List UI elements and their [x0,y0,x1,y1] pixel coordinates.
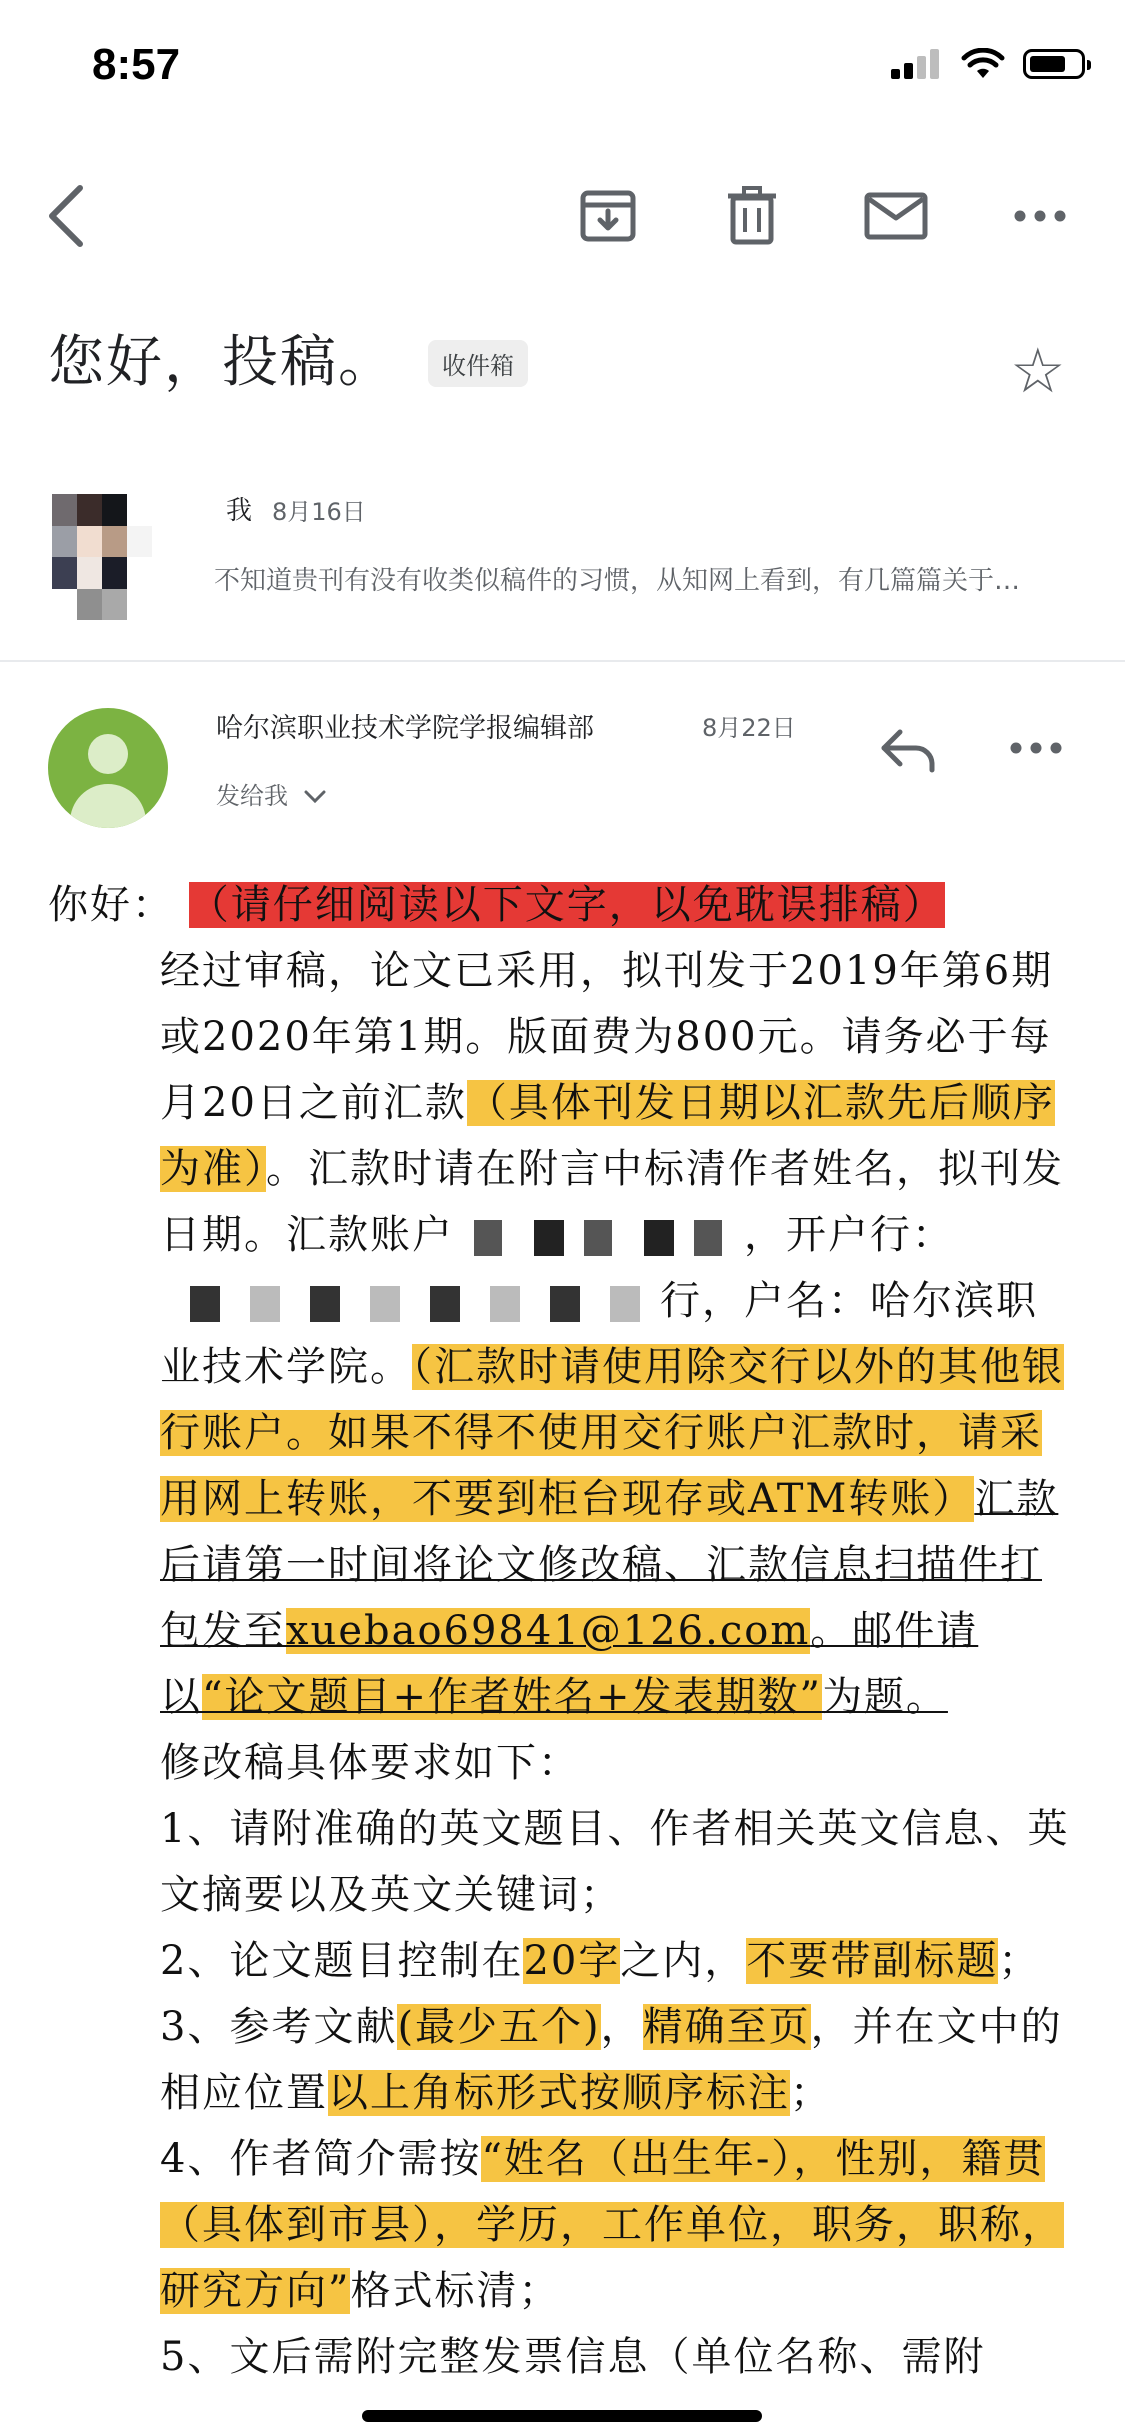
requirement-2 [48,1928,1078,1994]
req4-a: 4、作者简介需按 [160,2136,482,2182]
inbox-label-chip[interactable]: 收件箱 [428,340,528,387]
requirement-4 [48,2126,1078,2324]
cellular-signal-icon [891,49,943,79]
p1-b: 。汇款时请在附言中标清作者姓名，拟刊发日期。汇款账户 [160,1146,1064,1258]
req2-highlight-2: 不要带副标题 [746,1938,999,1984]
requirement-1: 1、请附准确的英文题目、作者相关英文信息、英文摘要以及英文关键词； [160,1806,1070,1918]
more-horizontal-icon [1010,716,1062,780]
sender-name[interactable]: 哈尔滨职业技术学院学报编辑部 [216,713,594,744]
archive-icon [579,187,637,245]
req4-highlight: “姓名（出生年-），性别，籍贯（具体到市县），学历，工作单位，职务，职称，研究方向” [160,2136,1064,2314]
status-time: 8:57 [92,40,181,89]
p1-c: ，开户行： [744,1212,954,1258]
redacted-account [454,1220,744,1256]
reply-button[interactable] [876,718,940,782]
more-horizontal-icon [1014,210,1066,222]
p1-highlight-2: （汇款时请使用除交行以外的其他银行账户。如果不得不使用交行账户汇款时，请采用网上转账，不要到柜台现存或ATM转账） [160,1344,1064,1522]
req3-a: 3、参考文献 [160,2004,398,2050]
reply-icon [876,718,940,782]
p1-highlight-3: “论文题目+作者姓名+发表期数” [202,1674,822,1720]
archive-button[interactable] [572,180,644,252]
req3-c: ，并在文中的相应位置 [160,2004,1063,2116]
req3-highlight-2: 精确至页 [642,2004,811,2050]
req4-b: 格式标清； [350,2268,561,2314]
collapsed-sender[interactable]: 我 [226,496,253,526]
collapsed-date: 8月16日 [272,498,366,526]
email-link[interactable]: xuebao69841@126.com [286,1608,811,1654]
req2-b: 之内， [620,1938,747,1984]
avatar [52,494,152,620]
req2-c: ； [998,1938,1041,1984]
sender-avatar [48,708,168,828]
delete-button[interactable] [716,180,788,252]
req3-d: ； [790,2070,832,2116]
req3-highlight: (最少五个) [397,2004,601,2050]
req2-highlight: 20字 [523,1938,621,1984]
requirements-intro: 修改稿具体要求如下： [160,1740,580,1786]
payment-paragraph [48,938,1078,1730]
notice-highlight: （请仔细阅读以下文字，以免耽误排稿） [188,882,945,928]
greeting-line [48,872,1078,938]
message-divider [0,660,1125,662]
chevron-down-icon [304,790,326,804]
status-icons [891,48,1085,80]
p1-underline-2: 。邮件请以 [160,1608,979,1720]
home-indicator[interactable] [362,2410,762,2422]
p1-underline: 汇款后请第一时间将论文修改稿、汇款信息扫描件打包发至 [160,1476,1059,1654]
redacted-bank [160,1286,660,1322]
req3-highlight-3: 以上角标形式按顺序标注 [328,2070,790,2116]
email-subject: 您好，投稿。 [48,330,396,395]
req3-b: ， [600,2004,643,2050]
wifi-icon [961,48,1005,80]
message-date: 8月22日 [702,714,796,742]
collapsed-snippet[interactable]: 不知道贵刊有没有收类似稿件的习惯，从知网上看到，有几篇篇关于… [214,566,1021,596]
greeting: 你好： [48,882,174,928]
message-more-button[interactable] [1010,716,1074,780]
p1-highlight: （具体刊发日期以汇款先后顺序为准） [160,1080,1055,1192]
star-icon[interactable]: ☆ [1010,334,1066,407]
message-body [48,872,1078,2390]
back-button[interactable] [30,180,102,252]
more-options-button[interactable] [1004,180,1076,252]
p1-end: 为题。 [821,1674,948,1720]
requirement-5: 5、文后需附完整发票信息（单位名称、需附 [160,2334,986,2380]
req2-a: 2、论文题目控制在 [160,1938,524,1984]
p1-d: 行，户名：哈尔滨职业技术学院。 [160,1278,1038,1390]
back-arrow-icon [44,184,88,248]
p1-a: 经过审稿，论文已采用，拟刊发于2019年第6期或2020年第1期。版面费为800元。请务必于每月20日之前汇款 [160,948,1054,1126]
mark-unread-button[interactable] [860,180,932,252]
trash-icon [726,186,778,246]
battery-icon [1023,49,1085,79]
recipient-details-toggle[interactable] [216,776,326,811]
recipient-label: 发给我 [216,782,288,810]
requirement-3 [48,1994,1078,2126]
mail-icon [864,192,928,240]
